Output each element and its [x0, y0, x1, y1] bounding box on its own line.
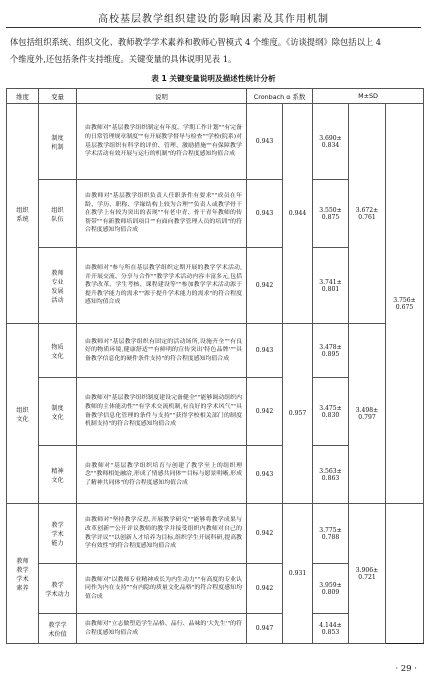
alpha-cell: 0.942 [247, 378, 283, 446]
header-stats: M±SD [313, 89, 424, 104]
stat-cell: 3.741± 0.801 [313, 248, 349, 324]
alpha-cell: 0.942 [247, 248, 283, 324]
table-row [7, 504, 424, 564]
alpha-cell: 0.942 [247, 564, 283, 614]
running-header: 高校基层教学组织建设的影响因素及其作用机制 [98, 14, 329, 25]
group-stat-cell: 3.498± 0.797 [349, 324, 386, 504]
description-cell: 由教师对"基层教学组织有固定的活动场所,设施齐全""有良好的物质环境,健康舒适""有鲜明的宣传突出'特色品牌'""具备教学信息化的硬件条件支持"的符合程度感知均值合成 [77, 324, 247, 378]
variable-cell: 组织 队伍 [39, 180, 77, 248]
stat-cell: 3.550± 0.875 [313, 180, 349, 248]
stat-cell: 3.775± 0.788 [313, 504, 349, 564]
table-header-row [7, 89, 424, 104]
variable-cell: 教学 学术 能力 [39, 504, 77, 564]
header-alpha: Cronbach α 系数 [247, 89, 313, 104]
description-cell: 由教师对"基层教学组织负责人任职条件有要求""成员在年龄、学历、职称、学缘结构上较为合理""负责人或教学骨干在教学上有较为突出的表现""有老中青、骨干青年教师的传帮带""有新教师培训项目""有面向教学管理人员的培训"的符合程度感知均值合成 [77, 180, 247, 248]
dimension-cell: 组织 文化 [7, 324, 39, 504]
group-alpha-cell: 0.944 [283, 104, 313, 324]
description-cell: 由教师对"立志做塑造学生品格、品行、品味的'大先生'"的符合程度感知均值合成 [77, 614, 247, 644]
variable-cell: 物质 文化 [39, 324, 77, 378]
variable-cell: 教学 学术动力 [39, 564, 77, 614]
description-cell: 由教师对"参与所在基层教学组织定期开展的教学学术活动,并开展交流、分享与合作""教学学术活动内容丰富多元,包括教学改革、学生考核、课程建设等""参加教学学术活动源于提升教学能力的需求""源于提升学术能力的需求"的符合程度感知均值合成 [77, 248, 247, 324]
description-cell: 由教师对"以教师专业精神成长为内生动力""有高度的专业认同作为内在支持""有内隐的质量文化品格"的符合程度感知均值合成 [77, 564, 247, 614]
stat-cell: 3.959± 0.809 [313, 564, 349, 614]
intro-line: 个维度外,还包括条件支持维度。关键变量的具体说明见表 1。 [10, 54, 237, 64]
variable-cell: 精神 文化 [39, 446, 77, 504]
page-number: · 29 · [395, 664, 417, 674]
description-cell: 由教师对"基层教学组织制度建设完备健全""能够调动组织内教师的主体能动性""有学术交流机制,有良好的学术风气""具备教学信息化管理的条件与支持""获得学校相关部门的制度机制支持"的符合程度感知均值合成 [77, 378, 247, 446]
description-cell: 由教师对"坚持教学反思,开展教学研究""能够将教学成果与改革创新""公开评议教师的教学并接受组织内教师对自己的教学评议""以创新人才培养为目标,组织学生开展科研,提高教学有效性"的符合程度感知均值合成 [77, 504, 247, 564]
intro-paragraph [10, 34, 418, 68]
intro-line: 体包括组织系统、组织文化、教师教学学术素养和教师心智模式 4 个维度。《访谈提纲》除包括以上 4 [10, 37, 382, 47]
variables-table [6, 88, 424, 644]
stat-cell: 3.475± 0.830 [313, 378, 349, 446]
table-row [7, 324, 424, 378]
header-variable: 变量 [39, 89, 77, 104]
table-row [7, 104, 424, 180]
group-alpha-cell: 0.957 [283, 324, 313, 504]
description-cell: 由教师对"基层教学组织制定有年度、学期工作计划""有完备的日常管理规章制度""有开展教学督导与检查""学校(院系)对基层教学组织有科学的评价、管理、激励措施""有保障教学学术活动有效开展与运行的机制"的符合程度感知均值合成 [77, 104, 247, 180]
alpha-cell: 0.943 [247, 324, 283, 378]
alpha-cell: 0.943 [247, 104, 283, 180]
table-caption: 表 1 关键变量说明及描述性统计分析 [151, 74, 276, 83]
stat-cell: 4.144± 0.853 [313, 614, 349, 644]
variable-cell: 教学学 术价值 [39, 614, 77, 644]
alpha-cell: 0.942 [247, 504, 283, 564]
header-rule [6, 27, 421, 28]
alpha-cell: 0.947 [247, 614, 283, 644]
description-cell: 由教师对"基层教学组织培育与创建了教学至上的组织理念""教师相处融洽,形成了情感共同体""目标与愿景明晰,形成了精神共同体"的符合程度感知均值合成 [77, 446, 247, 504]
group-alpha-cell: 0.931 [283, 504, 313, 644]
overall-stat-cell: 3.756± 0.675 [386, 104, 424, 504]
group-stat-cell: 3.906± 0.721 [349, 504, 386, 644]
header-description: 说明 [77, 89, 247, 104]
alpha-cell: 0.943 [247, 180, 283, 248]
stat-cell: 3.563± 0.863 [313, 446, 349, 504]
group-stat-cell: 3.672± 0.761 [349, 104, 386, 324]
stat-cell: 3.478± 0.895 [313, 324, 349, 378]
dimension-cell: 组织 系统 [7, 104, 39, 324]
variable-cell: 制度 机制 [39, 104, 77, 180]
stat-cell: 3.690± 0.834 [313, 104, 349, 180]
variable-cell: 教师 专业 发展 活动 [39, 248, 77, 324]
alpha-cell: 0.943 [247, 446, 283, 504]
header-dimension: 维度 [7, 89, 39, 104]
overall-stat-cell-empty [386, 504, 424, 644]
variable-cell: 制度 文化 [39, 378, 77, 446]
dimension-cell: 教师 教学 学术 素养 [7, 504, 39, 644]
